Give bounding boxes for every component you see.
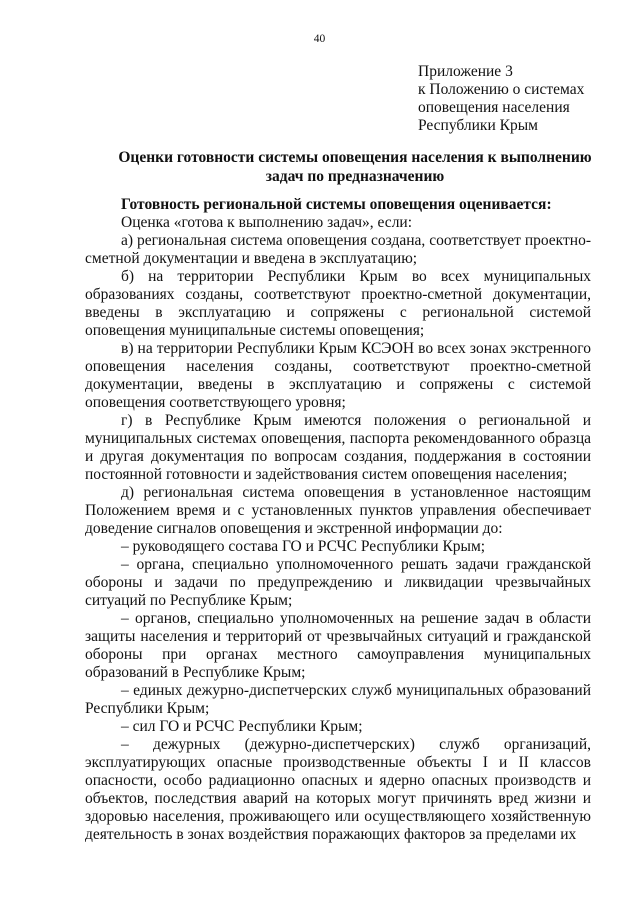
list-item: – руководящего состава ГО и РСЧС Республики Крым; (121, 538, 486, 555)
list-item: – органов, специально уполномоченных на решение задач в области защиты населения и территорий от чрезвычайных ситуаций и гражданской обороны при органах местного самоуправления муниципальных образований в Республике Крым; (85, 610, 591, 681)
paragraph: б) на территории Республики Крым во всех муниципальных образованиях созданы, соответствуют проектно-сметной документации, введены в эксплуатацию и сопряжены с региональной системой оповещения муниципальные системы оповещения; (85, 268, 591, 339)
annex-line: оповещения населения (418, 99, 570, 116)
list-item: – органа, специально уполномоченного решать задачи гражданской обороны и задачи по предупреждению и ликвидации чрезвычайных ситуаций по Республике Крым; (85, 556, 591, 609)
annex-block (418, 63, 618, 135)
list-item: – дежурных (дежурно-диспетчерских) служб организаций, эксплуатирующих опасные производственные объекты I и II классов опасности, особо радиационно опасных и ядерно опасных производств и объектов, последствия аварий на которых могут причинять вред жизни и здоровью населения, проживающего или осуществляющего хозяйственную деятельность в зонах воздействия поражающих факторов за пределами их (85, 736, 591, 843)
document-title (115, 148, 595, 186)
page-number: 40 (313, 33, 326, 45)
document-body (85, 196, 591, 844)
paragraph: г) в Республике Крым имеются положения о региональной и муниципальных системах оповещения, паспорта рекомендованного образца и другая документация по вопросам создания, поддержания в состоянии постоянной готовности и задействования систем оповещения населения; (85, 412, 591, 483)
annex-line: Приложение 3 (418, 63, 513, 80)
list-item: – единых дежурно-диспетчерских служб муниципальных образований Республики Крым; (85, 682, 591, 717)
paragraph: Оценка «готова к выполнению задач», если: (121, 214, 413, 231)
list-item: – сил ГО и РСЧС Республики Крым; (121, 718, 363, 735)
paragraph: а) региональная система оповещения создана, соответствует проектно-сметной документации и введена в эксплуатацию; (85, 232, 591, 267)
section-heading: Готовность региональной системы оповещения оценивается: (121, 196, 552, 213)
title-line: задач по предназначению (265, 168, 445, 185)
title-line: Оценки готовности системы оповещения населения к выполнению (118, 149, 592, 166)
paragraph: в) на территории Республики Крым КСЭОН во всех зонах экстренного оповещения населения созданы, соответствуют проектно-сметной документации, введены в эксплуатацию и сопряжены с системой оповещения соответствующего уровня; (85, 340, 591, 411)
paragraph: д) региональная система оповещения в установленное настоящим Положением время и с установленных пунктов управления обеспечивает доведение сигналов оповещения и экстренной информации до: (85, 484, 591, 537)
annex-line: к Положению о системах (418, 81, 585, 98)
annex-line: Республики Крым (418, 117, 538, 134)
